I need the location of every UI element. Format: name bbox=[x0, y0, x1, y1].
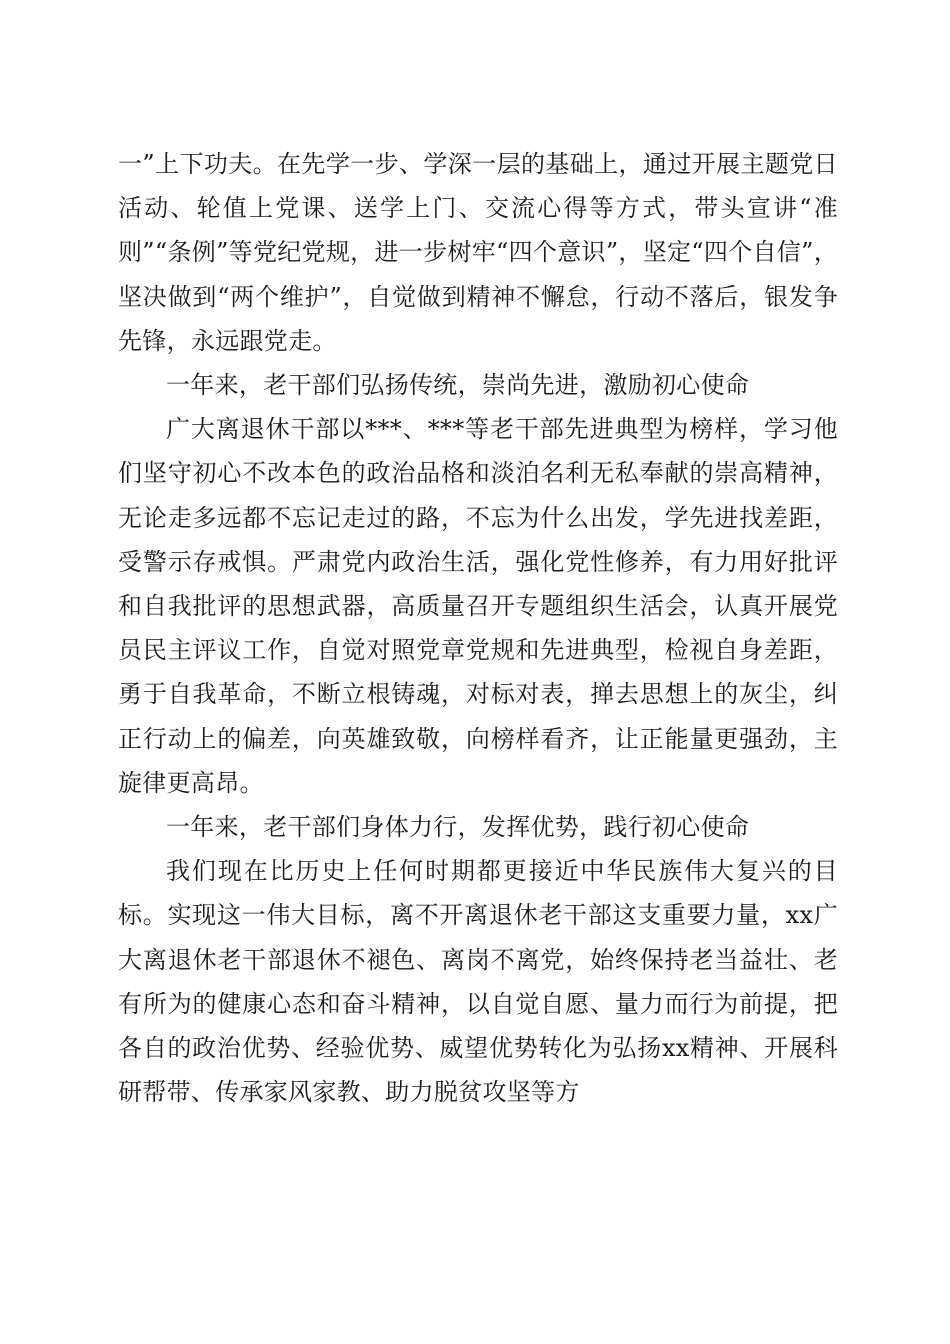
document-body bbox=[118, 142, 838, 1114]
paragraph-1: 一”上下功夫。在先学一步、学深一层的基础上，通过开展主题党日活动、轮值上党课、送学上门、交流心得等方式，带头宣讲“准则”“条例”等党纪党规，进一步树牢“四个意识”，坚定“四个自信”，坚决做到“两个维护”，自觉做到精神不懈怠，行动不落后，银发争先锋，永远跟党走。 bbox=[118, 150, 838, 355]
section-heading-2: 一年来，老干部们身体力行，发挥优势，践行初心使命 bbox=[166, 813, 750, 842]
paragraph-3: 我们现在比历史上任何时期都更接近中华民族伟大复兴的目标。实现这一伟大目标，离不开离退休老干部这支重要力量，xx广大离退休老干部退休不褪色、离岗不离党，始终保持老当益壮、老有所为的健康心态和奋斗精神，以自觉自愿、量力而行为前提，把各自的政治优势、经验优势、威望优势转化为弘扬xx精神、开展科研帮带、传承家风家教、助力脱贫攻坚等方 bbox=[118, 857, 838, 1107]
section-heading-1: 一年来，老干部们弘扬传统，崇尚先进，激励初心使命 bbox=[166, 371, 750, 400]
paragraph-2: 广大离退休干部以***、***等老干部先进典型为榜样，学习他们坚守初心不改本色的政治品格和淡泊名利无私奉献的崇高精神，无论走多远都不忘记走过的路，不忘为什么出发，学先进找差距，受警示存戒惧。严肃党内政治生活，强化党性修养，有力用好批评和自我批评的思想武器，高质量召开专题组织生活会，认真开展党员民主评议工作，自觉对照党章党规和先进典型，检视自身差距，勇于自我革命，不断立根铸魂，对标对表，掸去思想上的灰尘，纠正行动上的偏差，向英雄致敬，向榜样看齐，让正能量更强劲，主旋律更高昂。 bbox=[118, 415, 838, 797]
